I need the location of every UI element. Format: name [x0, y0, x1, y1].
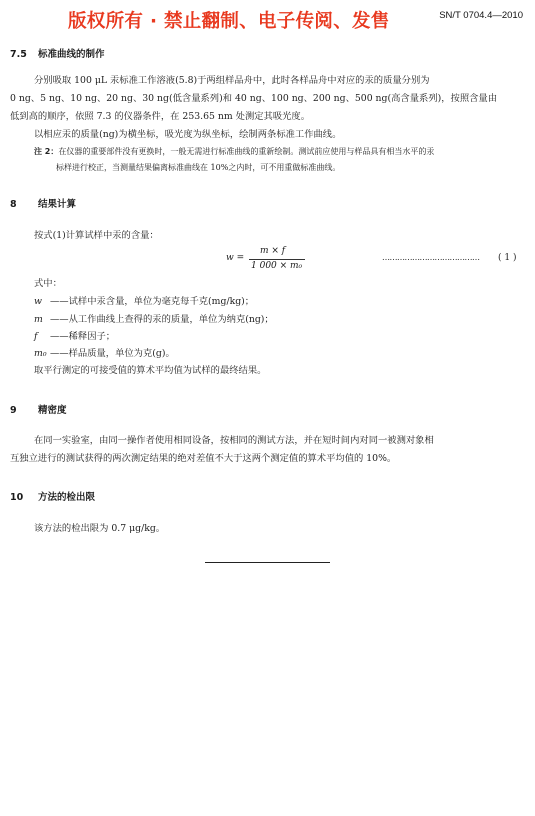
where-label: 式中：	[34, 278, 62, 289]
definition-symbol: m₀	[34, 348, 47, 359]
end-of-document-rule	[205, 562, 330, 563]
paragraph-line: 在同一实验室，由同一操作者使用相同设备，按相同的测试方法，并在短时间内对同一被测对象相	[34, 435, 434, 446]
definition-text: ——样品质量，单位为克(g)。	[50, 348, 175, 359]
section-title: 标准曲线的制作	[38, 49, 105, 60]
paragraph-line: 分别吸取 100 μL 汞标准工作溶液(5.8)于两组样品舟中，此时各样品舟中对应的汞的质量分别为	[34, 75, 430, 86]
paragraph-line: 以相应汞的质量(ng)为横坐标，吸光度为纵坐标，绘制两条标准工作曲线。	[34, 129, 342, 140]
definition-symbol: f	[34, 331, 38, 342]
section-title: 结果计算	[38, 199, 77, 210]
formula-numerator: m × f	[260, 246, 286, 256]
formula-denominator: 1 000 × m₀	[251, 261, 303, 271]
section-number: 9	[10, 405, 17, 416]
paragraph-line: 低到高的顺序，依照 7.3 的仪器条件，在 253.65 nm 处测定其吸光度。	[10, 111, 311, 122]
note-line: 标样进行校正，当测量结果偏离标准曲线在 10%之内时，可不用重做标准曲线。	[56, 163, 341, 172]
paragraph-line: 0 ng、5 ng、10 ng、20 ng、30 ng(低含量系列)和 40 ng、100 ng、200 ng、500 ng(高含量系列)，按照含量由	[10, 93, 498, 104]
section-number: 8	[10, 199, 17, 210]
section-8-heading	[10, 196, 76, 210]
section-7-5-heading	[10, 46, 105, 60]
fraction-bar	[249, 259, 305, 260]
section-9-heading	[10, 402, 67, 416]
section-10-heading	[10, 489, 95, 503]
definition-symbol: m	[34, 314, 43, 325]
definition-row	[34, 311, 274, 328]
section-title: 精密度	[38, 405, 67, 416]
definition-symbol: w	[34, 296, 42, 307]
formula-lhs: w =	[226, 253, 245, 263]
definition-row	[34, 345, 175, 362]
paragraph-line: 取平行测定的可接受值的算术平均值为试样的最终结果。	[34, 365, 267, 376]
section-number: 10	[10, 492, 24, 503]
section-title: 方法的检出限	[38, 492, 96, 503]
definition-row	[34, 293, 254, 310]
paragraph-line: 互独立进行的测试获得的两次测定结果的绝对差值不大于这两个测定值的算术平均值的 10%。	[10, 453, 397, 464]
standard-code: SN/T 0704.4—2010	[439, 10, 523, 21]
paragraph-line: 该方法的检出限为 0.7 μg/kg。	[34, 523, 166, 534]
definition-text: ——稀释因子；	[50, 331, 116, 342]
section-number: 7.5	[10, 49, 27, 60]
note-line: 在仪器的重要部件没有更换时，一般无需进行标准曲线的重新绘制。测试前应使用与样品具有相当水平的汞	[58, 147, 435, 156]
definition-text: ——从工作曲线上查得的汞的质量，单位为纳克(ng)；	[50, 314, 274, 325]
note	[34, 146, 434, 157]
definition-text: ——试样中汞含量，单位为毫克每千克(mg/kg)；	[50, 296, 255, 307]
equation-number: ( 1 )	[498, 253, 517, 263]
note-label: 注 2：	[34, 147, 59, 156]
formula-dots: …………………………………	[382, 253, 480, 262]
paragraph-line: 按式(1)计算试样中汞的含量：	[34, 230, 159, 241]
definition-row	[34, 328, 115, 345]
watermark-banner: 版权所有 · 禁止翻制、电子传阅、发售	[68, 11, 390, 32]
